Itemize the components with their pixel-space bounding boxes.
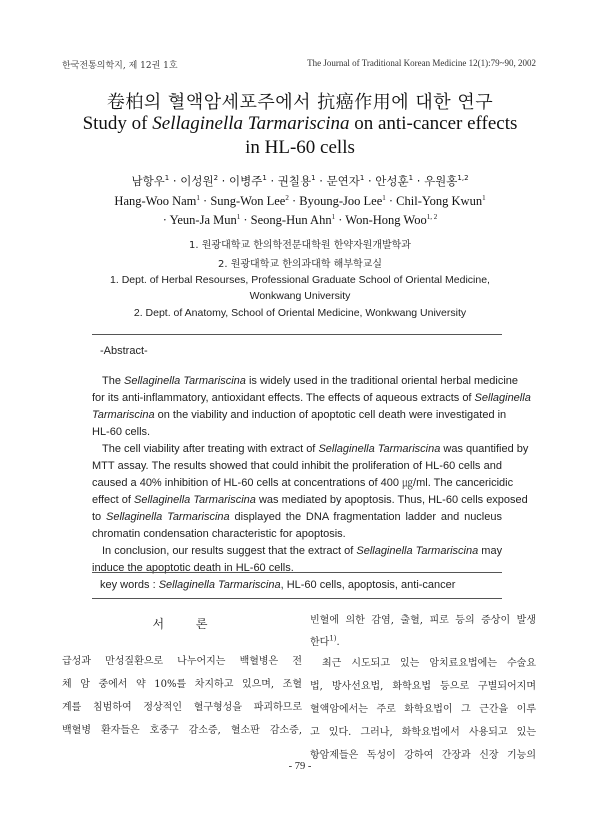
author-name: Hang-Woo Nam bbox=[114, 194, 197, 208]
authors-english-line1 bbox=[0, 194, 600, 209]
body-line: 최근 시도되고 있는 암치료요법에는 수술요 bbox=[322, 658, 536, 669]
body-line bbox=[310, 631, 536, 654]
author-affiliation-mark: 1,2 bbox=[457, 174, 469, 183]
author-separator: · bbox=[315, 174, 327, 188]
author-name: Chil-Yong Kwun bbox=[396, 194, 483, 208]
abstract-line bbox=[92, 390, 531, 407]
author-affiliation-mark: 1 bbox=[382, 193, 386, 202]
author-affiliation-mark: 1 bbox=[482, 193, 486, 202]
title-korean: 卷柏의 혈액암세포주에서 抗癌作用에 대한 연구 bbox=[106, 92, 494, 113]
abstract-line bbox=[92, 509, 502, 526]
author-separator: · bbox=[364, 174, 376, 188]
affiliation-english-1: 1. Dept. of Herbal Resourses, Professional Graduate School of Oriental Medicine, bbox=[110, 274, 490, 286]
body-line: 급성과 만성질환으로 나누어지는 백혈병은 전 bbox=[62, 656, 302, 667]
author-separator: · bbox=[266, 174, 278, 188]
abstract-line bbox=[102, 543, 502, 560]
author-name: 우원홍 bbox=[424, 174, 458, 188]
author-affiliation-mark: 1 bbox=[331, 212, 336, 221]
body-text: 한다 bbox=[310, 637, 330, 648]
citation: 1) bbox=[329, 634, 337, 643]
species-name: Sellaginella bbox=[474, 392, 531, 404]
title-english-line2: in HL-60 cells bbox=[245, 137, 355, 158]
author-name: Won-Hong Woo bbox=[345, 213, 427, 227]
author-separator: · bbox=[162, 213, 170, 227]
body-line: 계를 침범하여 정상적인 혈구형성을 파괴하므로 bbox=[62, 702, 302, 713]
author-affiliation-mark: 1, 2 bbox=[426, 212, 438, 221]
authors-korean bbox=[0, 173, 600, 189]
species-name: Tarmariscina bbox=[92, 409, 155, 421]
author-separator: · bbox=[199, 194, 211, 208]
abstract-text: displayed the DNA fragmentation ladder and nucleus bbox=[229, 511, 502, 523]
author-name: 안성훈 bbox=[375, 174, 409, 188]
author-affiliation-mark: 1 bbox=[311, 174, 316, 183]
author-affiliation-mark: 2 bbox=[213, 174, 219, 183]
abstract-text: on the viability and induction of apoptotic cell death were investigated in bbox=[154, 409, 507, 421]
author-name: 이병주 bbox=[229, 174, 263, 188]
abstract-line bbox=[102, 441, 529, 458]
species-name: Sellaginella Tarmariscina bbox=[106, 511, 230, 523]
author-name: 남항우 bbox=[131, 174, 165, 188]
abstract-text: is widely used in the traditional oriental herbal medicine bbox=[245, 375, 519, 387]
body-line: 백혈병 환자들은 호중구 감소증, 혈소판 감소증, bbox=[62, 725, 302, 736]
keywords bbox=[100, 579, 455, 591]
author-separator: · bbox=[169, 174, 181, 188]
title-english-line1 bbox=[0, 113, 600, 135]
author-name: 문연자 bbox=[326, 174, 360, 188]
species-name: Sellaginella Tarmariscina bbox=[158, 579, 281, 591]
body-line: 혈액암에서는 주로 화학요법이 그 근간을 이루 bbox=[310, 704, 536, 715]
body-line: 법, 방사선요법, 화학요법 등으로 구별되어지며 bbox=[310, 681, 536, 692]
species-name: Sellaginella Tarmariscina bbox=[134, 494, 256, 506]
body-line: 빈혈에 의한 감염, 출혈, 피로 등의 증상이 발생 bbox=[310, 615, 536, 626]
title-text: on anti-cancer effects bbox=[349, 113, 518, 134]
abstract-text: In conclusion, our results suggest that the extract of bbox=[102, 545, 357, 557]
abstract-text: to bbox=[92, 511, 107, 523]
species-name: Sellaginella Tarmariscina bbox=[124, 375, 246, 387]
abstract-text: for its anti-inflammatory, antioxidant effects. The effects of aqueous extracts of bbox=[92, 392, 475, 404]
author-separator: · bbox=[288, 194, 300, 208]
abstract-line: induce the apoptotic death in HL-60 cells. bbox=[92, 562, 294, 574]
affiliation-english-1-cont: Wonkwang University bbox=[249, 290, 351, 302]
affiliation-english-2: 2. Dept. of Anatomy, School of Oriental Medicine, Wonkwang University bbox=[133, 307, 467, 319]
keywords-label: key words : bbox=[100, 579, 159, 591]
author-name: Byoung-Joo Lee bbox=[299, 194, 383, 208]
keywords-list: , HL-60 cells, apoptosis, anti-cancer bbox=[280, 579, 456, 591]
author-name: Sung-Won Lee bbox=[210, 194, 286, 208]
section-title: 서 론 bbox=[152, 617, 222, 631]
author-name: Yeun-Ja Mun bbox=[169, 213, 237, 227]
divider-top bbox=[92, 334, 502, 335]
abstract-line: HL-60 cells. bbox=[92, 426, 151, 438]
abstract-text: was quantified by bbox=[440, 443, 529, 455]
running-header-right: The Journal of Traditional Korean Medicine 12(1):79~90, 2002 bbox=[307, 58, 536, 68]
abstract-line: caused a 40% inhibition of HL-60 cells at concentrations of 400 ㎍/ml. The cancericidic bbox=[92, 477, 514, 489]
abstract-text: effect of bbox=[92, 494, 134, 506]
species-name: Sellaginella Tarmariscina bbox=[318, 443, 441, 455]
author-affiliation-mark: 1 bbox=[196, 193, 200, 202]
affiliation-korean-2: 2. 원광대학교 한의과대학 해부학교실 bbox=[218, 259, 382, 270]
abstract-text: The bbox=[102, 375, 125, 387]
abstract-line bbox=[92, 407, 507, 424]
divider-middle bbox=[92, 572, 502, 573]
author-separator: · bbox=[335, 213, 346, 227]
author-affiliation-mark: 1 bbox=[236, 212, 241, 221]
author-affiliation-mark: 1 bbox=[359, 174, 365, 183]
body-line: 항암제들은 독성이 강하여 간장과 신장 기능의 bbox=[310, 750, 536, 761]
species-name: Sellaginella Tarmariscina bbox=[356, 545, 479, 557]
author-separator: · bbox=[240, 213, 251, 227]
divider-bottom bbox=[92, 598, 502, 599]
abstract-text: may bbox=[478, 545, 503, 557]
abstract-text: The cell viability after treating with extract of bbox=[102, 443, 319, 455]
abstract-line: chromatin condensation characteristic for apoptosis. bbox=[92, 528, 346, 540]
author-affiliation-mark: 2 bbox=[285, 193, 289, 202]
author-affiliation-mark: 1 bbox=[262, 174, 267, 183]
author-name: 권칠용 bbox=[277, 174, 312, 188]
author-separator: · bbox=[218, 174, 229, 188]
author-affiliation-mark: 1 bbox=[408, 174, 414, 183]
author-name: 이성원 bbox=[180, 174, 214, 188]
abstract-heading: -Abstract- bbox=[100, 345, 148, 357]
title-species: Sellaginella Tarmariscina bbox=[152, 113, 350, 134]
author-affiliation-mark: 1 bbox=[164, 174, 170, 183]
abstract-line bbox=[92, 492, 528, 509]
abstract-line bbox=[102, 373, 519, 390]
author-separator: · bbox=[385, 194, 397, 208]
title-text: Study of bbox=[82, 113, 153, 134]
page-number: - 79 - bbox=[288, 761, 312, 772]
author-separator: · bbox=[413, 174, 425, 188]
affiliation-korean-1: 1. 원광대학교 한의학전문대학원 한약자원개발학과 bbox=[189, 240, 411, 251]
running-header-left: 한국전통의학지, 제 12권 1호 bbox=[62, 61, 178, 71]
abstract-line: MTT assay. The results showed that could inhibit the proliferation of HL-60 cells and bbox=[92, 460, 502, 472]
authors-english-line2 bbox=[0, 213, 600, 228]
body-line: 고 있다. 그러나, 화학요법에서 사용되고 있는 bbox=[310, 727, 536, 738]
body-text: . bbox=[336, 637, 340, 648]
abstract-text: was mediated by apoptosis. Thus, HL-60 cells exposed bbox=[255, 494, 528, 506]
body-line: 체 암 중에서 약 10%를 차지하고 있으며, 조혈 bbox=[62, 679, 302, 690]
author-name: Seong-Hun Ahn bbox=[250, 213, 332, 227]
